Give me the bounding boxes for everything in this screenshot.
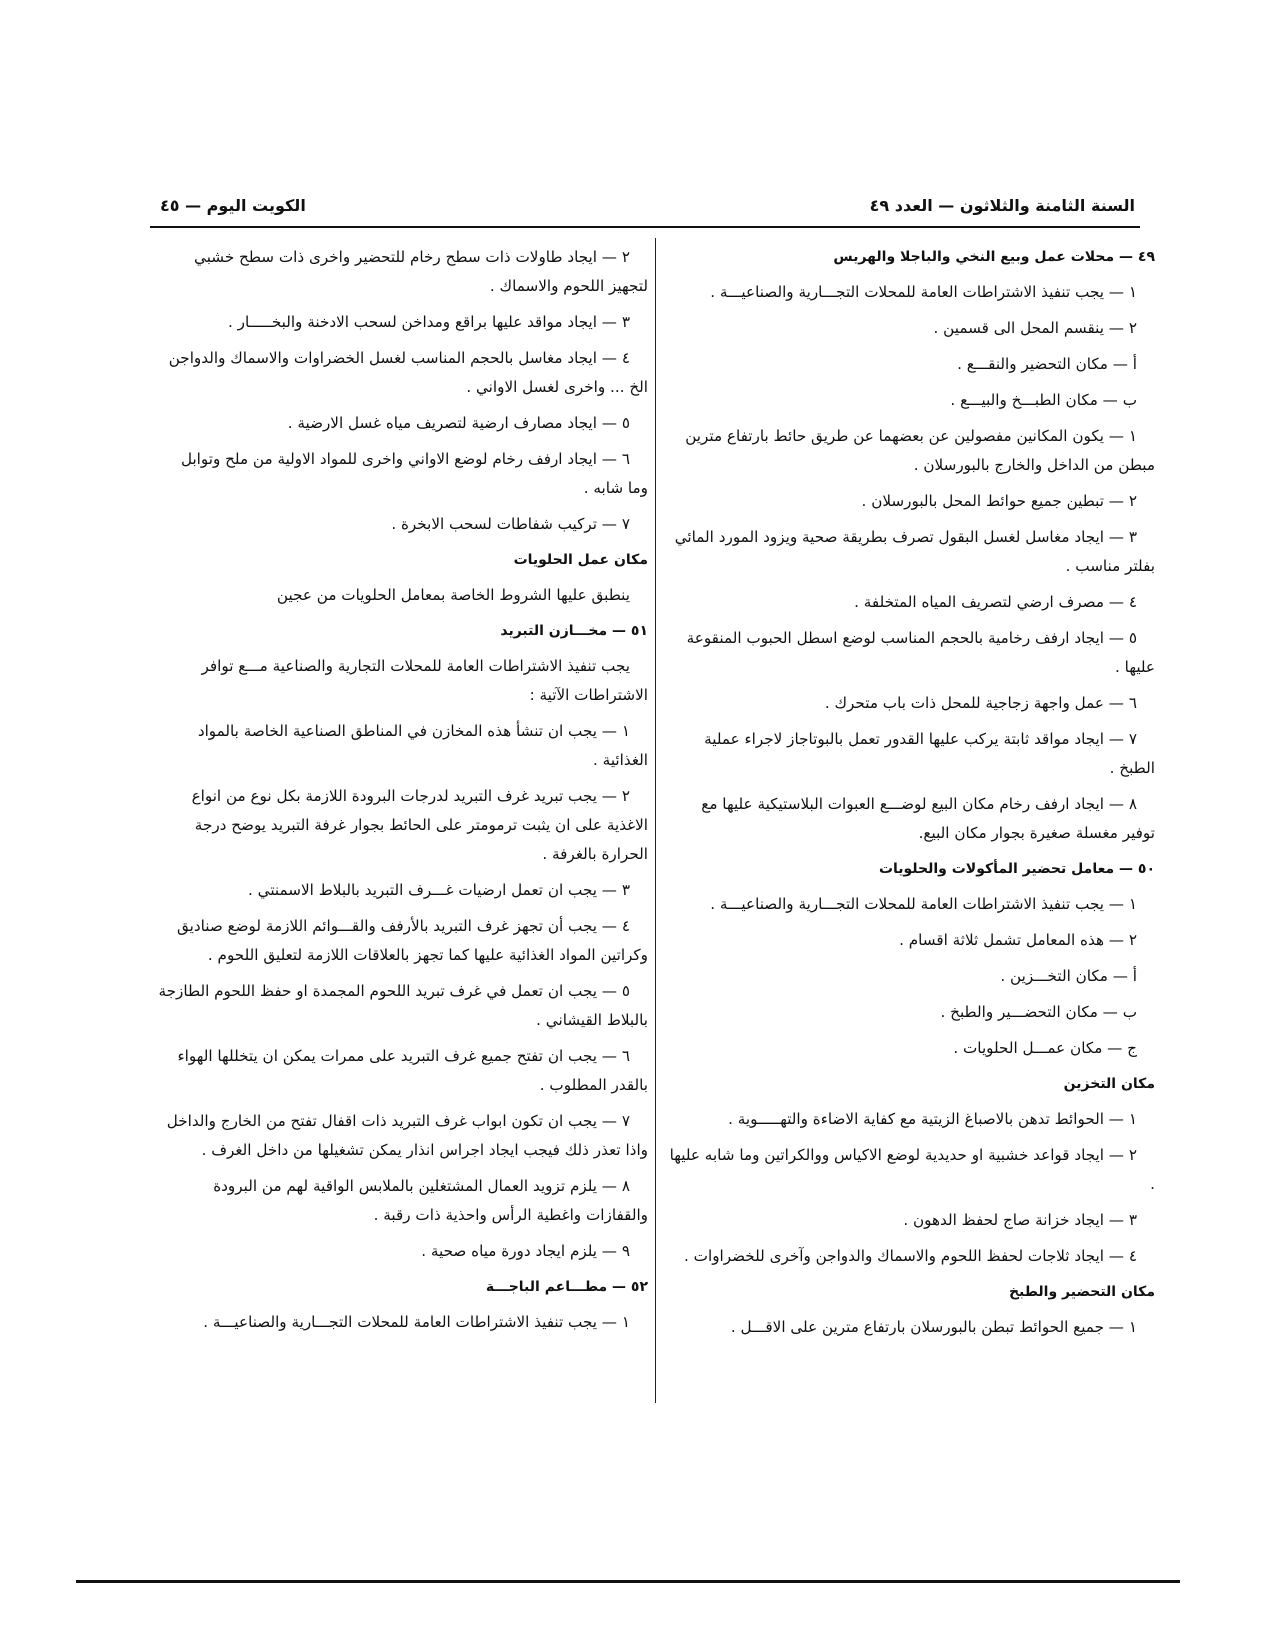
paragraph: ينطبق عليها الشروط الخاصة بمعامل الحلويات من عجين [276,586,630,604]
section-heading: مكان التخزين [1063,1076,1155,1092]
column-divider [655,238,656,1403]
paragraph: أ — مكان التخـــزين . [1000,967,1137,985]
paragraph: ٢ — تبطين جميع حوائط المحل بالبورسلان . [861,492,1137,510]
paragraph: ٥ — ايجاد مصارف ارضية لتصريف مياه غسل الارضية . [287,414,630,432]
paragraph: ج — مكان عمـــل الحلويات . [953,1039,1137,1057]
paragraph: ٨ — يلزم تزويد العمال المشتغلين بالملابس الواقية لهم من البرودة والقفازات واغطية الرأس واحذية ذات رقبة . [213,1177,648,1224]
paragraph: ١ — يجب تنفيذ الاشتراطات العامة للمحلات التجـــارية والصناعيـــة . [710,283,1137,301]
paragraph: ٤ — ايجاد ثلاجات لحفظ اللحوم والاسماك والدواجن وآخرى للخضراوات . [684,1247,1137,1265]
paragraph: ٦ — عمل واجهة زجاجية للمحل ذات باب متحرك . [824,694,1137,712]
section-heading: ٤٩ — محلات عمل وبيع النخي والباجلا والهريس [833,249,1155,265]
paragraph: ٨ — ايجاد ارفف رخام مكان البيع لوضـــع العبوات البلاستيكية عليها مع توفير مغسلة صغيرة بجوار مكان البيع. [701,795,1155,842]
section-heading: ٥٠ — معامل تحضير المأكولات والحلويات [878,861,1155,877]
paragraph: ٤ — ايجاد مغاسل بالحجم المناسب لغسل الخضراوات والاسماك والدواجن الخ ... واخرى لغسل الاواني . [168,349,648,396]
paragraph: ٤ — يجب أن تجهز غرف التبريد بالأرفف والقـــوائم اللازمة لوضع صناديق وكراتين المواد الغذائية عليها كما تجهز بالعلاقات اللازمة لتعليق اللحوم . [176,917,648,964]
section-heading: مكان عمل الحلويات [513,552,648,568]
paragraph: ٤ — مصرف ارضي لتصريف المياه المتخلفة . [854,593,1137,611]
section-heading: ٥٢ — مطـــاعم الباجـــة [485,1279,648,1295]
right-column [667,243,1155,1349]
paragraph: ١ — يكون المكانين مفصولين عن بعضهما عن طريق حائط بارتفاع مترين مبطن من الداخل والخارج بالبورسلان . [685,427,1155,474]
paragraph: ب — مكان الطبـــخ والبيـــع . [950,391,1137,409]
section-heading: ٥١ — مخـــازن التبريد [500,623,648,639]
paragraph: ٢ — هذه المعامل تشمل ثلاثة اقسام . [899,931,1137,949]
paragraph: ٢ — ايجاد قواعد خشبية او حديدية لوضع الاكياس ووالكراتين وما شابه عليها . [669,1146,1155,1193]
paragraph: ١ — يجب ان تنشأ هذه المخازن في المناطق الصناعية الخاصة بالمواد الغذائية . [197,722,648,769]
paragraph: ٣ — ايجاد مغاسل لغسل البقول تصرف بطريقة صحية ويزود المورد المائي بفلتر مناسب . [674,528,1155,575]
paragraph: ٦ — يجب ان تفتح جميع غرف التبريد على ممرات يمكن ان يتخللها الهواء بالقدر المطلوب . [177,1047,648,1094]
paragraph: ١ — يجب تنفيذ الاشتراطات العامة للمحلات التجـــارية والصناعيـــة . [203,1313,630,1331]
paragraph: ٩ — يلزم ايجاد دورة مياه صحية . [421,1242,630,1260]
paragraph: ١ — الحوائط تدهن بالاصباغ الزيتية مع كفاية الاضاءة والتهـــــوية . [728,1110,1137,1128]
paragraph: ٥ — يجب ان تعمل في غرف تبريد اللحوم المجمدة او حفظ اللحوم الطازجة بالبلاط القيشاني . [158,982,648,1029]
paragraph: ١ — يجب تنفيذ الاشتراطات العامة للمحلات التجـــارية والصناعيـــة . [710,895,1137,913]
footer-rule [76,1580,1180,1583]
paragraph: ٧ — تركيب شفاطات لسحب الابخرة . [391,515,630,533]
paragraph: ١ — جميع الحوائط تبطن بالبورسلان بارتفاع مترين على الاقـــل . [730,1318,1137,1336]
paragraph: ٦ — ايجاد ارفف رخام لوضع الاواني واخرى للمواد الاولية من ملح وتوابل وما شابه . [180,450,648,497]
paragraph: ٢ — يجب تبريد غرف التبريد لدرجات البرودة اللازمة بكل نوع من انواع الاغذية على ان يثبت ترمومتر على الحائط بجوار غرفة التبريد يوضح درجة الحرارة بالغرفة . [191,787,648,863]
paragraph: أ — مكان التحضير والنقـــع . [957,355,1137,373]
paragraph: ٧ — ايجاد مواقد ثابتة يركب عليها القدور تعمل بالبوتاجاز لاجراء عملية الطبخ . [704,730,1155,777]
paragraph: ب — مكان التحضـــير والطبخ . [940,1003,1137,1021]
paragraph: ٣ — يجب ان تعمل ارضيات غـــرف التبريد بالبلاط الاسمنتي . [248,881,630,899]
paragraph: ٢ — ايجاد طاولات ذات سطح رخام للتحضير واخرى ذات سطح خشبي لتجهيز اللحوم والاسماك . [194,248,648,295]
paragraph: ٢ — ينقسم المحل الى قسمين . [933,319,1137,337]
paragraph: ٧ — يجب ان تكون ابواب غرف التبريد ذات اقفال تفتح من الخارج والداخل واذا تعذر ذلك فيجب ايجاد اجراس انذار يمكن تشغيلها من داخل الغرف . [166,1112,648,1159]
page-header [160,196,1135,226]
paragraph: يجب تنفيذ الاشتراطات العامة للمحلات التجارية والصناعية مـــع توافر الاشتراطات الآتية : [201,657,648,704]
issue-info: السنة الثامنة والثلاثون — العدد ٤٩ [869,196,1135,215]
left-column [158,243,648,1344]
paragraph: ٣ — ايجاد مواقد عليها براقع ومداخن لسحب الادخنة والبخـــــار . [227,313,630,331]
paragraph: ٥ — ايجاد ارفف رخامية بالحجم المناسب لوضع اسطل الحبوب المنقوعة عليها . [686,629,1155,676]
header-rule [150,226,1140,228]
section-heading: مكان التحضير والطبخ [1008,1284,1155,1300]
paragraph: ٣ — ايجاد خزانة صاج لحفظ الدهون . [903,1211,1137,1229]
publication-page-number: الكويت اليوم — ٤٥ [160,196,306,215]
